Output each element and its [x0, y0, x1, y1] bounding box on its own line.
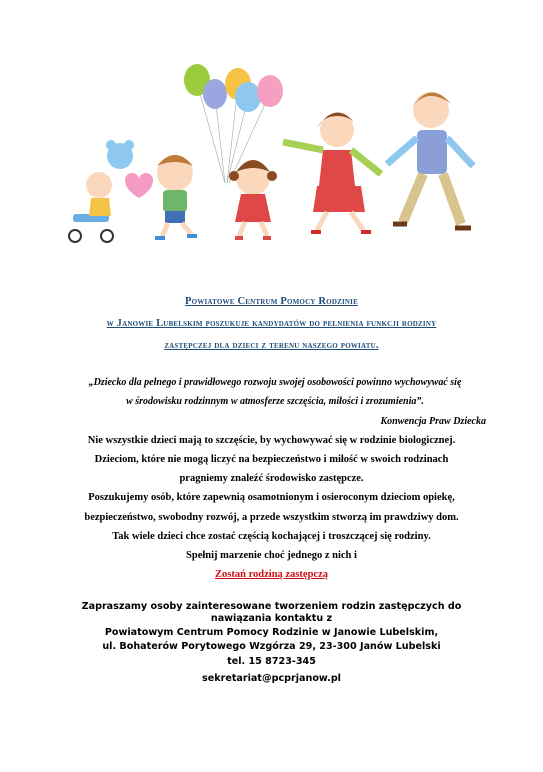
- family-illustration: [55, 58, 485, 248]
- quote-source: Konwencja Praw Dziecka: [380, 416, 486, 427]
- contact-line-2: nawiązania kontaktu z: [210, 613, 333, 624]
- body-line-7: Spełnij marzenie choć jednego z nich i: [186, 550, 357, 561]
- boy-figure: [155, 155, 197, 238]
- girl-figure: [229, 160, 277, 238]
- balloon-purple: [203, 79, 227, 109]
- heading-line-2: w Janowie Lubelskim poszukuje kandydatów do pełnienia funkcji rodziny: [106, 318, 437, 329]
- call-to-action: Zostań rodziną zastępczą: [215, 569, 328, 580]
- balloon-blue: [235, 82, 261, 112]
- body-line-4: Poszukujemy osób, które zapewnią osamotnionym i osieroconym dzieciom opiekę,: [88, 492, 455, 503]
- body-line-6: Tak wiele dzieci chce zostać częścią kochającej i troszczącej się rodziny.: [112, 531, 431, 542]
- baby-on-tricycle: [69, 172, 113, 242]
- heading-line-1: Powiatowe Centrum Pomocy Rodzinie: [185, 296, 358, 307]
- quote-line-1: „Dziecko dla pełnego i prawidłowego rozwoju swojej osobowości powinno wychowywać się: [88, 377, 462, 388]
- heart-balloon: [125, 173, 153, 198]
- contact-phone: tel. 15 8723-345: [227, 656, 316, 667]
- father-figure: [387, 92, 473, 228]
- contact-institution: Powiatowym Centrum Pomocy Rodzinie w Janowie Lubelskim,: [104, 627, 439, 638]
- contact-line-1: Zapraszamy osoby zainteresowane tworzeniem rodzin zastępczych do: [81, 601, 462, 612]
- contact-address: ul. Bohaterów Porytowego Wzgórza 29, 23-300 Janów Lubelski: [102, 641, 441, 652]
- body-line-3: pragniemy znaleźć środowisko zastępcze.: [179, 473, 364, 484]
- quote-line-2: w środowisku rodzinnym w atmosferze szczęścia, miłości i zrozumienia”.: [126, 396, 424, 407]
- balloon-pink: [257, 75, 283, 107]
- body-line-2: Dzieciom, które nie mogą liczyć na bezpieczeństwo i miłość w swoich rodzinach: [94, 454, 449, 465]
- contact-email: sekretariat@pcprjanow.pl: [202, 673, 341, 684]
- heading-line-3: zastępczej dla dzieci z terenu naszego powiatu.: [164, 340, 379, 351]
- body-line-1: Nie wszystkie dzieci mają to szczęście, by wychowywać się w rodzinie biologicznej.: [87, 435, 456, 446]
- mother-figure: [283, 112, 381, 232]
- body-line-5: bezpieczeństwo, swobodny rozwój, a przede wszystkim stworzą im prawdziwy dom.: [84, 512, 459, 523]
